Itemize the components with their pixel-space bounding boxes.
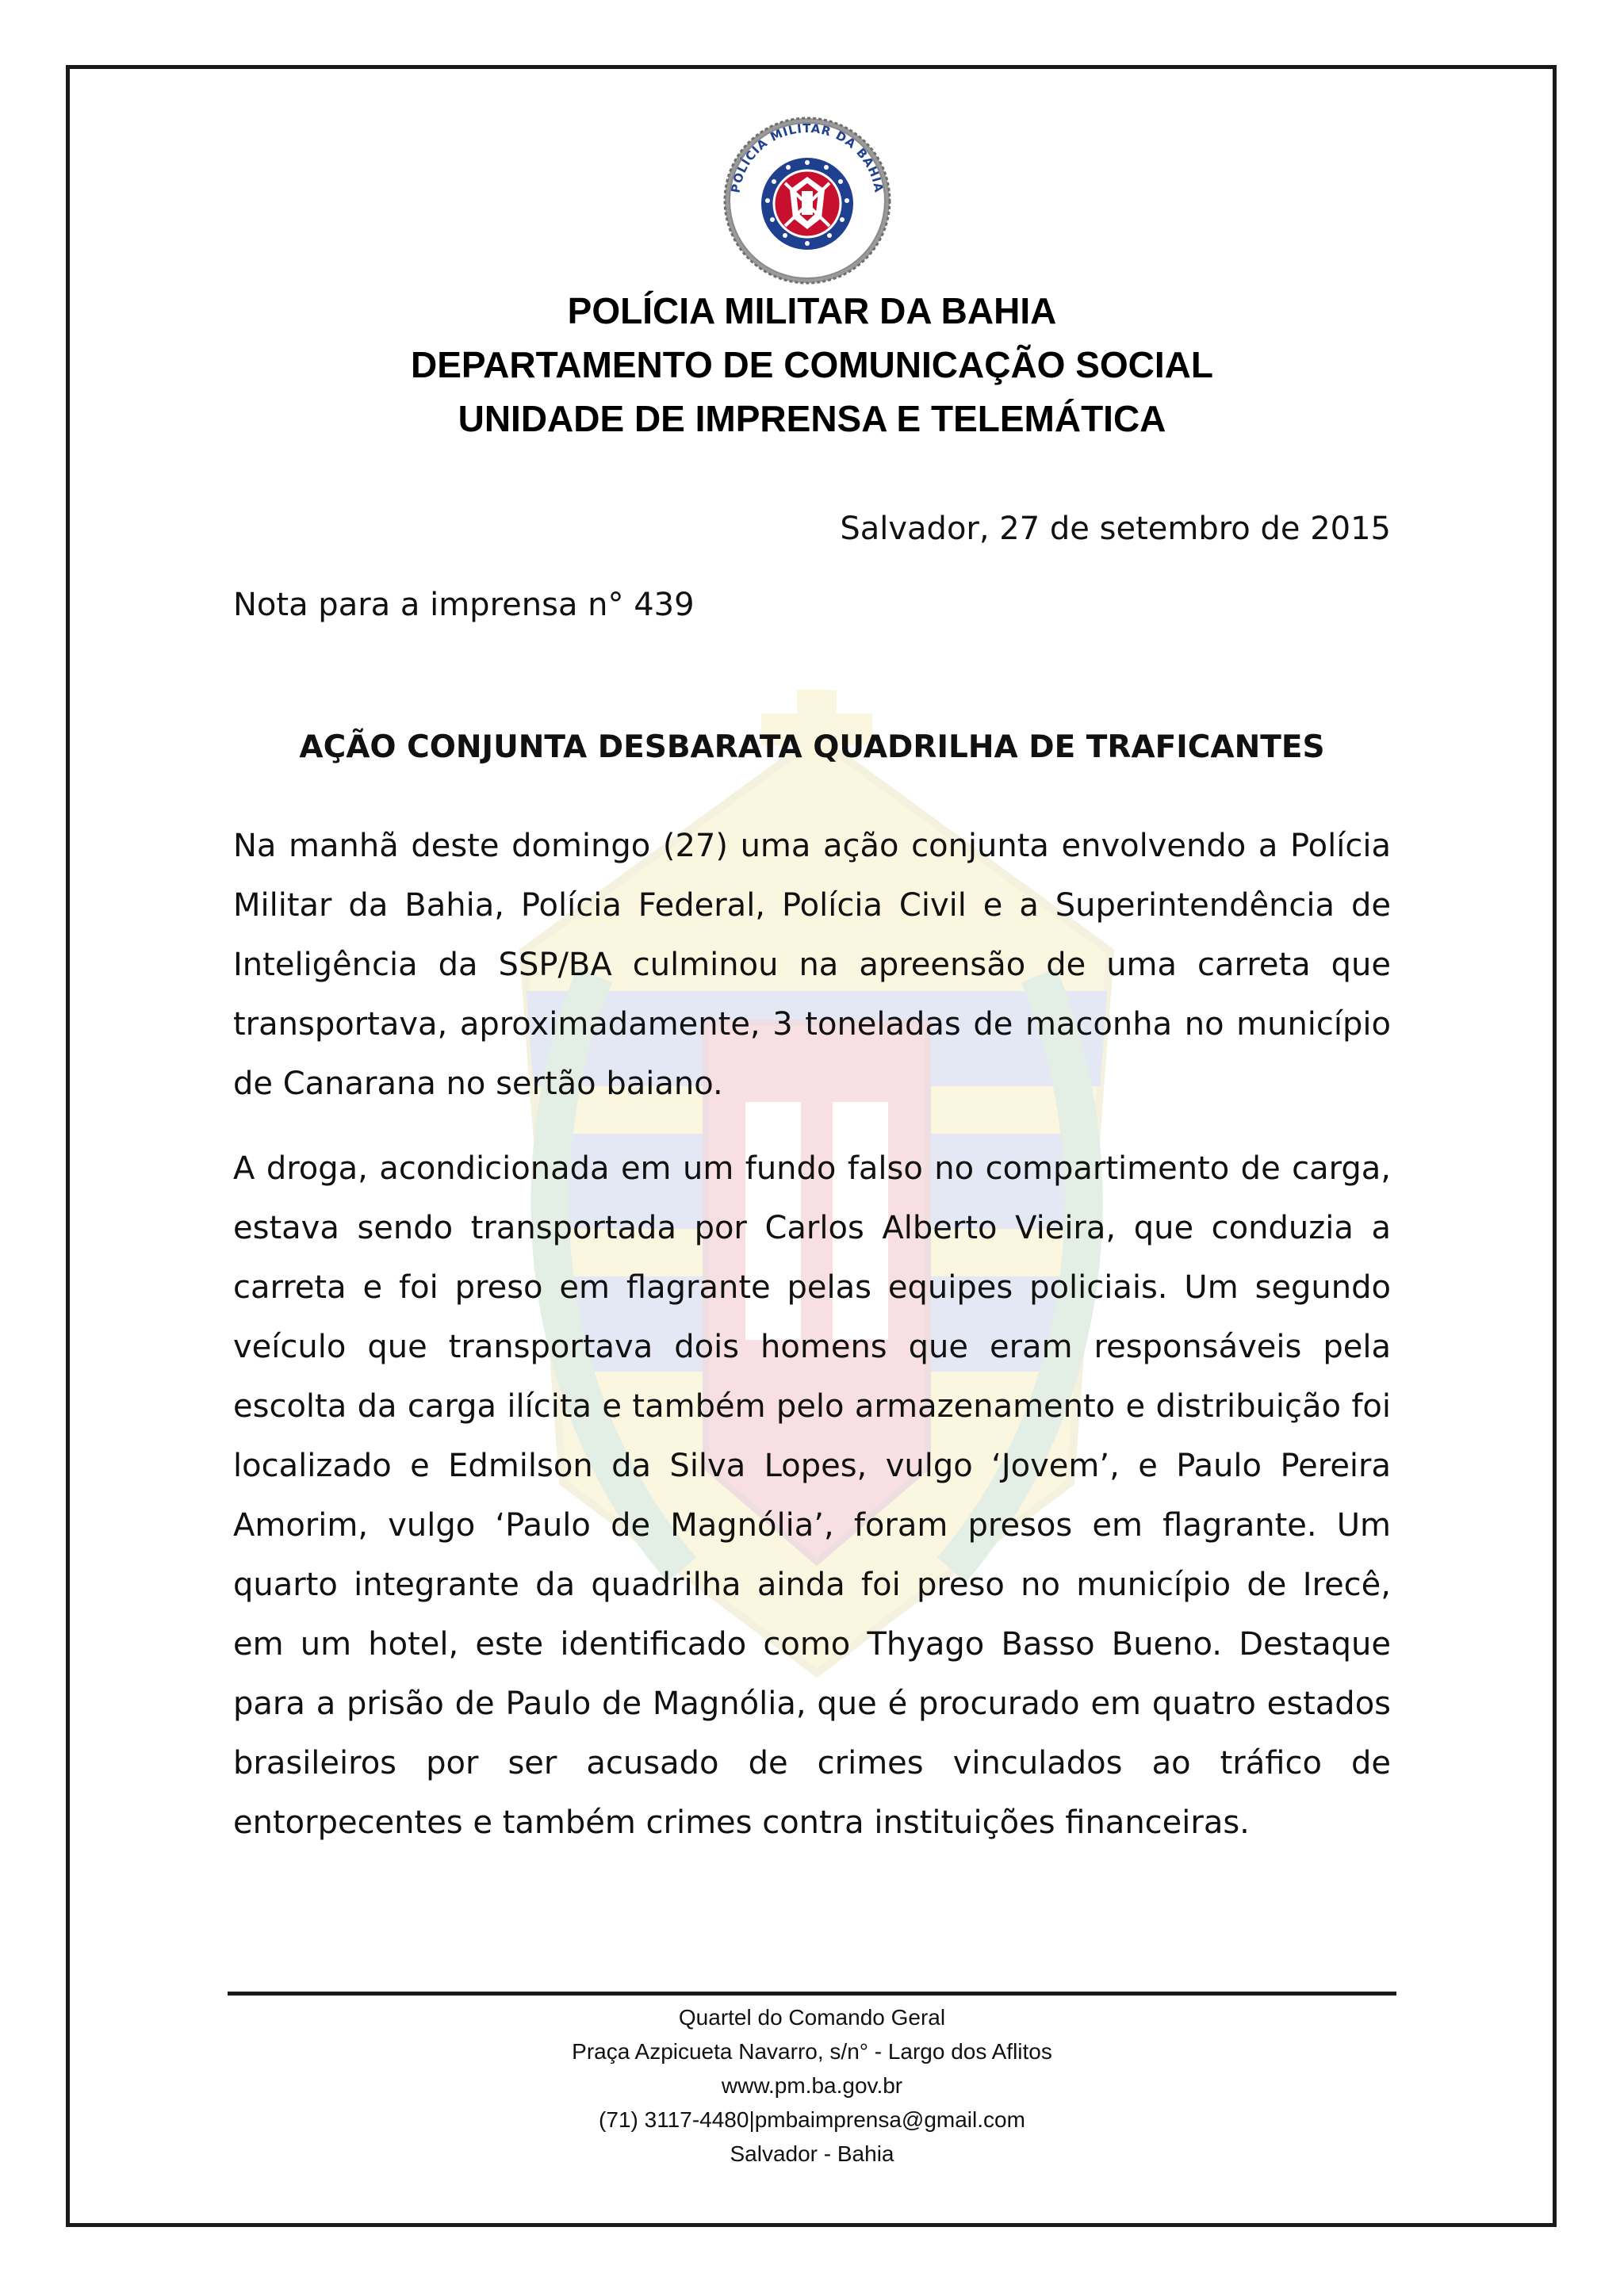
department-name: DEPARTAMENTO DE COMUNICAÇÃO SOCIAL bbox=[411, 344, 1213, 385]
press-note-number: Nota para a imprensa n° 439 bbox=[233, 587, 695, 623]
document-date: Salvador, 27 de setembro de 2015 bbox=[840, 511, 1391, 547]
footer-address: Praça Azpicueta Navarro, s/n° - Largo dos Aflitos bbox=[572, 2039, 1052, 2064]
footer bbox=[0, 2000, 1624, 2171]
headline: AÇÃO CONJUNTA DESBARATA QUADRILHA DE TRAFICANTES bbox=[299, 729, 1325, 765]
footer-headquarters: Quartel do Comando Geral bbox=[678, 2005, 946, 2030]
letterhead bbox=[0, 284, 1624, 446]
paragraph: A droga, acondicionada em um fundo falso no compartimento de carga, estava sendo transportada por Carlos Alberto Vieira, que conduzia a carreta e foi preso em flagrante pelas equipes policiais. Um segundo veículo que transportava dois homens que eram responsáveis pela escolta da carga ilícita e também pelo armazenamento e distribuição foi localizado e Edmilson da Silva Lopes, vulgo ‘Jovem’, e Paulo Pereira Amorim, vulgo ‘Paulo de Magnólia’, foram presos em flagrante. Um quarto integrante da quadrilha ainda foi preso no município de Irecê, em um hotel, este identificado como Thyago Basso Bueno. Destaque para a prisão de Paulo de Magnólia, que é procurado em quatro estados brasileiros por ser acusado de crimes vinculados ao tráfico de entorpecentes e também crimes contra instituições financeiras. bbox=[233, 1150, 1391, 1841]
seal-ring-text: POLÍCIA MILITAR DA BAHIA bbox=[728, 121, 887, 194]
unit-name: UNIDADE DE IMPRENSA E TELEMÁTICA bbox=[458, 398, 1166, 439]
footer-website: www.pm.ba.gov.br bbox=[721, 2073, 903, 2098]
footer-city: Salvador - Bahia bbox=[730, 2141, 894, 2166]
paragraph: Na manhã deste domingo (27) uma ação conjunta envolvendo a Polícia Militar da Bahia, Polícia Federal, Polícia Civil e a Superintendência de Inteligência da SSP/BA culminou na apreensão de uma carreta que transportava, aproximadamente, 3 toneladas de maconha no município de Canarana no sertão baiano. bbox=[233, 828, 1391, 1102]
org-name: POLÍCIA MILITAR DA BAHIA bbox=[567, 290, 1057, 331]
body-text bbox=[233, 817, 1391, 1878]
pm-bahia-seal bbox=[706, 107, 909, 285]
footer-contact: (71) 3117-4480|pmbaimprensa@gmail.com bbox=[599, 2107, 1025, 2132]
footer-divider bbox=[228, 1992, 1396, 1996]
